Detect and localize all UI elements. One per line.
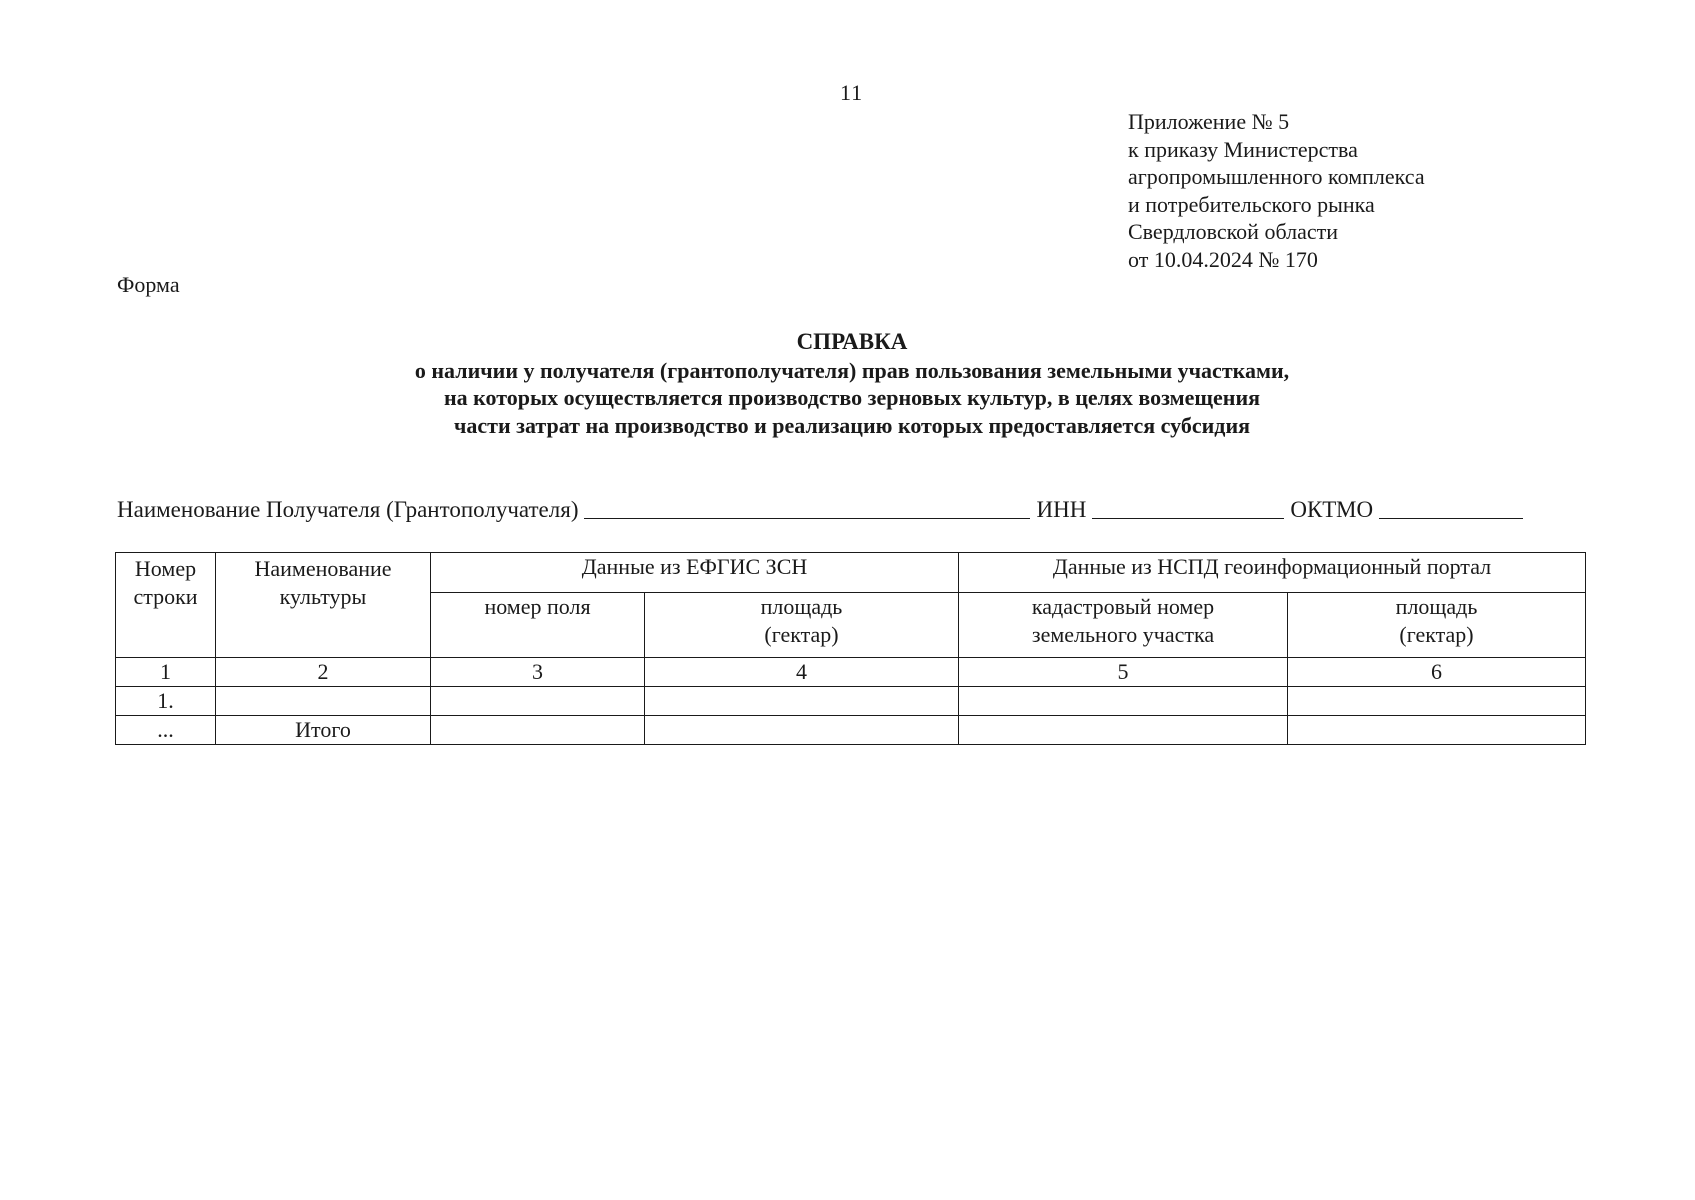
table-cell[interactable] [431,687,645,716]
document-heading [117,328,1587,439]
header-area-efgis: площадь (гектар) [645,593,959,658]
recipient-name-field[interactable] [584,496,1030,519]
page-number: 11 [840,80,864,105]
table-cell: ... [116,716,216,745]
total-label: Итого [216,716,431,745]
oktmo-field[interactable] [1379,496,1523,519]
table-row [116,687,1586,716]
inn-label: ИНН [1036,497,1087,522]
recipient-name-label: Наименование Получателя (Грантополучателя) [117,497,579,522]
heading-line: на которых осуществляется производство зерновых культур, в целях возмещения [443,385,1261,410]
table-cell[interactable] [1288,716,1586,745]
table-header-row [116,553,1586,593]
column-number: 2 [216,658,431,687]
appendix-line: от 10.04.2024 № 170 [1128,246,1318,272]
heading-line: о наличии у получателя (грантополучателя) прав пользования земельными участками, [414,357,1290,383]
oktmo-label: ОКТМО [1290,497,1374,522]
appendix-line: Приложение № 5 [1128,109,1290,134]
form-label: Форма [117,272,180,297]
recipient-line [117,496,1523,523]
column-number: 3 [431,658,645,687]
inn-field[interactable] [1092,496,1284,519]
heading-line: части затрат на производство и реализацию которых предоставляется субсидия [453,412,1251,438]
appendix-line: Свердловской области [1128,219,1338,244]
appendix-line: и потребительского рынка [1128,191,1375,217]
header-efgis-group: Данные из ЕФГИС ЗСН [431,553,959,593]
table-cell[interactable] [645,716,959,745]
table-cell[interactable] [216,687,431,716]
appendix-line: к приказу Министерства [1128,136,1358,162]
table-cell[interactable] [1288,687,1586,716]
header-cadastral-number: кадастровый номер земельного участка [959,593,1288,658]
table-cell[interactable] [431,716,645,745]
land-plots-table [115,552,1586,745]
header-field-number: номер поля [431,593,645,658]
appendix-line: агропромышленного комплекса [1128,164,1425,189]
column-number-row [116,658,1586,687]
column-number: 6 [1288,658,1586,687]
column-number: 4 [645,658,959,687]
table-cell[interactable] [959,687,1288,716]
header-row-number: Номер строки [116,553,216,658]
document-title: СПРАВКА [796,329,908,354]
table-cell[interactable] [645,687,959,716]
table-row-total [116,716,1586,745]
table-cell: 1. [116,687,216,716]
header-nspd-group: Данные из НСПД геоинформационный портал [959,553,1586,593]
table-cell[interactable] [959,716,1288,745]
appendix-block [1128,108,1425,273]
column-number: 1 [116,658,216,687]
header-culture-name: Наименование культуры [216,553,431,658]
column-number: 5 [959,658,1288,687]
header-area-nspd: площадь (гектар) [1288,593,1586,658]
